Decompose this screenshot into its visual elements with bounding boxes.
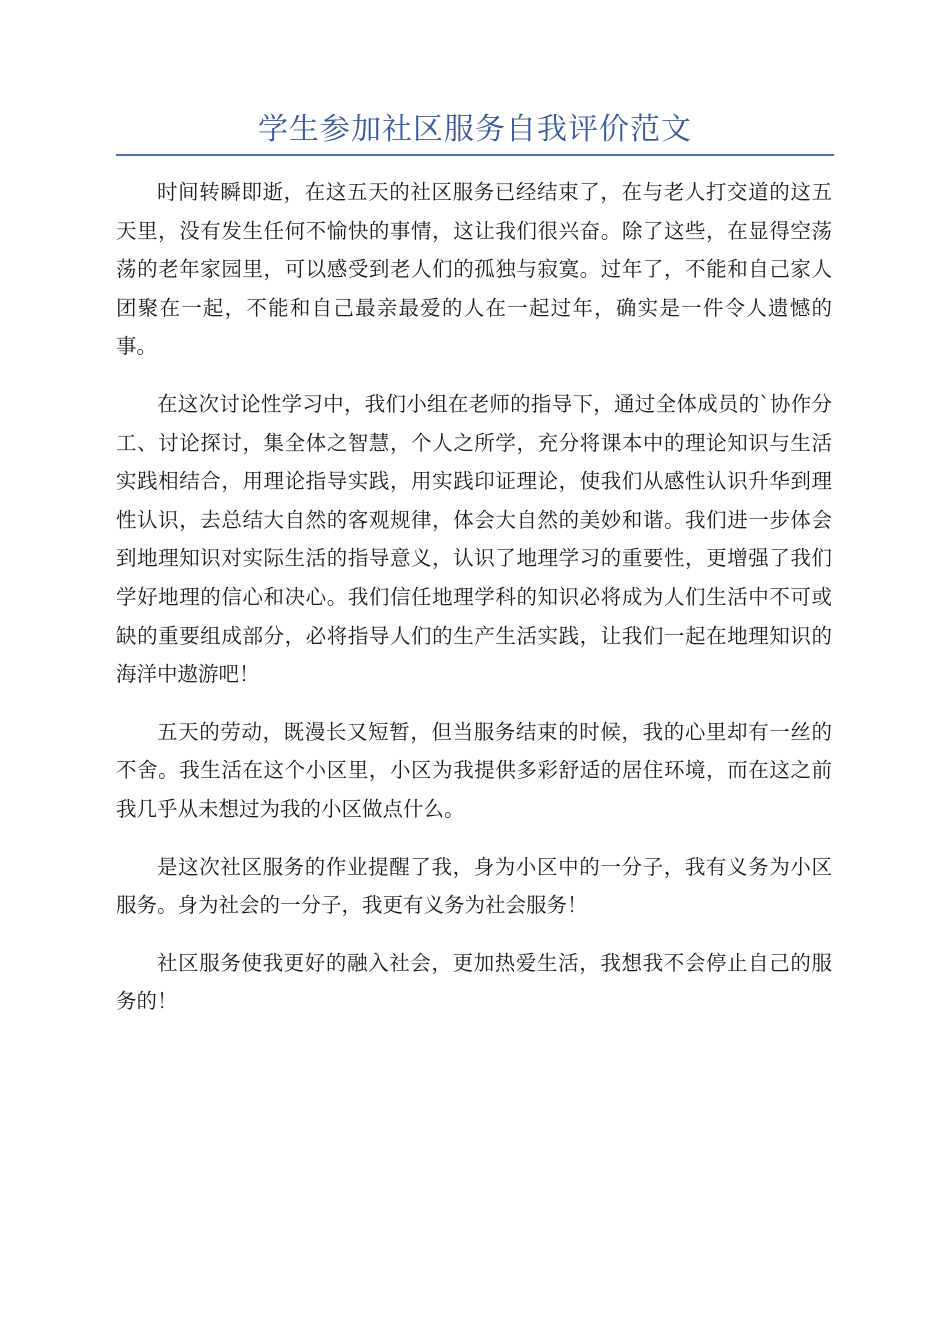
paragraph-1: 时间转瞬即逝，在这五天的社区服务已经结束了，在与老人打交道的这五天里，没有发生任何不愉快的事情，这让我们很兴奋。除了这些，在显得空荡荡的老年家园里，可以感受到老人们的孤独与寂寞。过年了，不能和自己家人团聚在一起，不能和自己最亲最爱的人在一起过年，确实是一件令人遗憾的事。 bbox=[116, 180, 832, 359]
title-underline bbox=[116, 154, 834, 156]
paragraph-2: 在这次讨论性学习中，我们小组在老师的指导下，通过全体成员的`协作分工、讨论探讨，集全体之智慧，个人之所学，充分将课本中的理论知识与生活实践相结合，用理论指导实践，用实践印证理论，使我们从感性认识升华到理性认识，去总结大自然的客观规律，体会大自然的美妙和谐。我们进一步体会到地理知识对实际生活的指导意义，认识了地理学习的重要性，更增强了我们学好地理的信心和决心。我们信任地理学科的知识必将成为人们生活中不可或缺的重要组成部分，必将指导人们的生产生活实践，让我们一起在地理知识的海洋中遨游吧！ bbox=[116, 391, 832, 687]
paragraph-4: 是这次社区服务的作业提醒了我，身为小区中的一分子，我有义务为小区服务。身为社会的一分子，我更有义务为社会服务！ bbox=[116, 854, 832, 918]
paragraph-5: 社区服务使我更好的融入社会，更加热爱生活，我想我不会停止自己的服务的！ bbox=[116, 950, 832, 1014]
paragraph-3: 五天的劳动，既漫长又短暂，但当服务结束的时候，我的心里却有一丝的不舍。我生活在这个小区里，小区为我提供多彩舒适的居住环境，而在这之前我几乎从未想过为我的小区做点什么。 bbox=[116, 719, 832, 821]
document-body bbox=[116, 173, 832, 1040]
document-title: 学生参加社区服务自我评价范文 bbox=[258, 112, 692, 147]
